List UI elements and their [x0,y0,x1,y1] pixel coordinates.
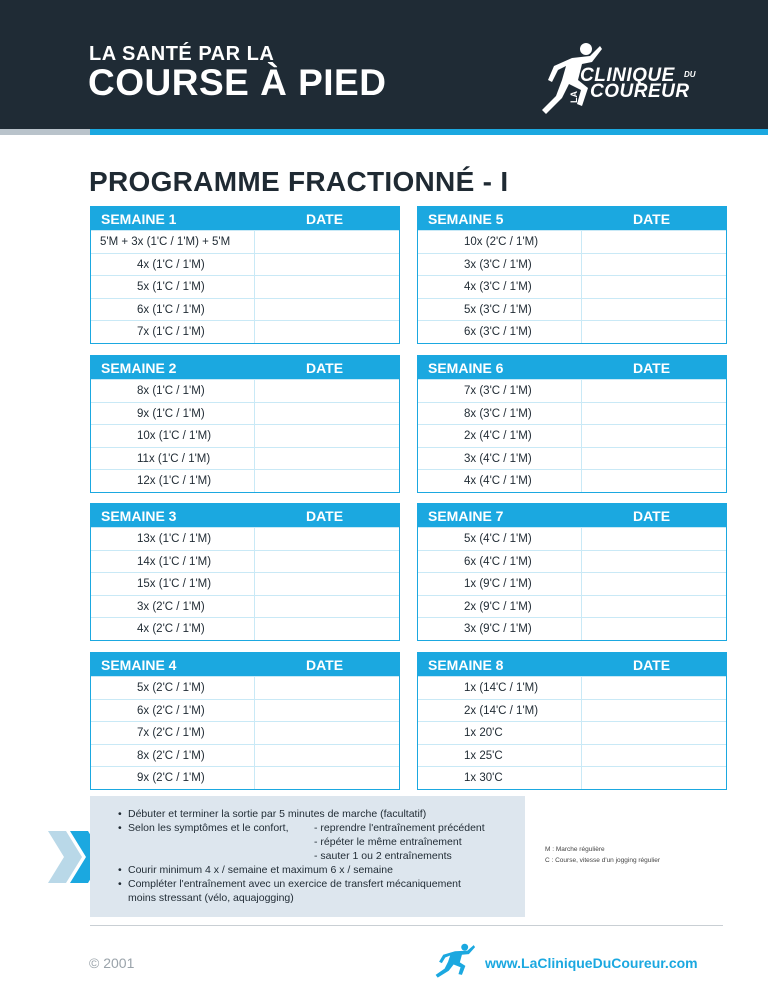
week-label: SEMAINE 7 [428,508,504,524]
table-row [91,402,399,425]
note-line-4b: moins stressant (vélo, aquajogging) [128,892,294,904]
date-column-header: DATE [633,211,671,227]
date-cell[interactable] [255,448,399,470]
workout-text: 1x 30'C [464,772,503,785]
table-row [91,721,399,744]
workout-cell [418,231,582,253]
page-title: PROGRAMME FRACTIONNÉ - I [89,166,509,197]
workout-text: 4x (3'C / 1'M) [464,281,532,294]
date-cell[interactable] [582,551,726,573]
table-row [418,699,726,722]
date-cell[interactable] [255,722,399,744]
table-row [91,617,399,640]
table-row [418,469,726,492]
workout-text: 4x (2'C / 1'M) [137,623,205,636]
week-label: SEMAINE 4 [101,657,177,673]
copyright: © 2001 [89,955,135,971]
date-column-header: DATE [633,360,671,376]
note-line-1: • Débuter et terminer la sortie par 5 minutes de marche (facultatif) [128,808,426,820]
workout-text: 5x (2'C / 1'M) [137,682,205,694]
table-row [418,572,726,595]
table-row [91,527,399,550]
workout-cell [91,448,255,470]
workout-cell [418,551,582,573]
workout-text: 5x (1'C / 1'M) [137,281,205,294]
workout-cell [91,596,255,618]
workout-text: 5x (3'C / 1'M) [464,303,532,316]
date-cell[interactable] [255,528,399,550]
website-link[interactable]: www.LaCliniqueDuCoureur.com [485,955,698,971]
header-title: COURSE À PIED [88,62,387,103]
date-cell[interactable] [255,596,399,618]
table-row [91,699,399,722]
week-table-7 [417,503,727,641]
table-row [91,469,399,492]
date-cell[interactable] [255,299,399,321]
date-cell[interactable] [582,722,726,744]
date-cell[interactable] [582,767,726,789]
workout-text: 8x (3'C / 1'M) [464,407,532,420]
workout-cell [418,573,582,595]
workout-cell [91,722,255,744]
date-cell[interactable] [255,618,399,640]
notes-box [90,796,525,917]
workout-cell [418,618,582,640]
date-cell[interactable] [582,677,726,699]
workout-text: 3x (9'C / 1'M) [464,623,532,636]
workout-text: 8x (1'C / 1'M) [137,385,205,397]
workout-cell [91,573,255,595]
table-row [418,676,726,699]
date-cell[interactable] [255,677,399,699]
week-header [91,207,399,230]
workout-text: 1x 25'C [464,749,503,762]
table-row [91,766,399,789]
week-label: SEMAINE 5 [428,211,504,227]
workout-cell [91,425,255,447]
footer-divider [90,925,723,926]
date-column-header: DATE [306,657,344,673]
workout-text: 6x (3'C / 1'M) [464,326,532,339]
week-header [418,504,726,527]
date-cell[interactable] [255,573,399,595]
workout-text: 5'M + 3x (1'C / 1'M) + 5'M [100,236,231,248]
workout-cell [418,254,582,276]
table-row [418,721,726,744]
week-label: SEMAINE 2 [101,360,177,376]
date-cell[interactable] [255,231,399,253]
workout-cell [91,254,255,276]
workout-cell [91,528,255,550]
workout-cell [91,767,255,789]
date-cell[interactable] [582,573,726,595]
table-row [418,320,726,343]
workout-cell [418,403,582,425]
workout-text: 4x (4'C / 1'M) [464,475,532,488]
workout-cell [91,470,255,492]
workout-text: 12x (1'C / 1'M) [137,475,212,488]
table-row [418,298,726,321]
date-cell[interactable] [582,596,726,618]
note-line-3: • Courir minimum 4 x / semaine et maximum 6 x / semaine [128,864,393,876]
table-row [418,402,726,425]
logo-text-la: LA [569,91,579,103]
brand-logo[interactable] [542,40,732,122]
workout-cell [418,528,582,550]
workout-text: 9x (1'C / 1'M) [137,407,205,420]
date-cell[interactable] [582,254,726,276]
table-row [91,447,399,470]
table-row [418,447,726,470]
workout-text: 4x (1'C / 1'M) [137,258,205,271]
date-cell[interactable] [255,745,399,767]
table-row [91,320,399,343]
workout-cell [91,551,255,573]
logo-text-coureur: COUREUR [590,81,690,102]
week-label: SEMAINE 3 [101,508,177,524]
workout-cell [418,700,582,722]
date-cell[interactable] [255,470,399,492]
week-table-3 [90,503,400,641]
week-table-1 [90,206,400,344]
table-row [91,424,399,447]
workout-cell [91,700,255,722]
week-header [418,653,726,676]
workout-cell [418,470,582,492]
workout-text: 7x (1'C / 1'M) [137,326,205,339]
date-column-header: DATE [633,657,671,673]
header-stripe-blue [90,129,768,135]
workout-cell [91,618,255,640]
week-label: SEMAINE 6 [428,360,504,376]
table-row [91,298,399,321]
date-cell[interactable] [582,528,726,550]
workout-cell [91,677,255,699]
workout-text: 6x (4'C / 1'M) [464,555,532,568]
date-column-header: DATE [633,508,671,524]
note-sub-2: - répéter le même entraînement [314,836,462,848]
workout-cell [418,677,582,699]
workout-text: 9x (2'C / 1'M) [137,772,205,785]
table-row [91,275,399,298]
workout-text: 6x (2'C / 1'M) [137,704,205,717]
table-row [418,379,726,402]
week-label: SEMAINE 1 [101,211,177,227]
workout-cell [91,745,255,767]
table-row [91,230,399,253]
date-cell[interactable] [582,276,726,298]
workout-cell [418,722,582,744]
date-cell[interactable] [582,380,726,402]
date-cell[interactable] [255,700,399,722]
workout-text: 8x (2'C / 1'M) [137,749,205,762]
workout-text: 11x (1'C / 1'M) [137,452,211,465]
table-row [91,253,399,276]
week-header [418,207,726,230]
date-cell[interactable] [255,403,399,425]
note-sub-1: - reprendre l'entraînement précédent [314,822,485,834]
workout-text: 1x (14'C / 1'M) [464,682,539,694]
workout-text: 10x (2'C / 1'M) [464,236,539,248]
header-stripe-grey [0,129,90,135]
date-cell[interactable] [255,380,399,402]
table-row [418,550,726,573]
workout-text: 3x (4'C / 1'M) [464,452,532,465]
workout-cell [418,380,582,402]
date-cell[interactable] [255,254,399,276]
table-row [418,527,726,550]
logo-text-du: DU [684,70,696,79]
legend-marche: M : Marche régulière [545,846,605,853]
week-header [418,356,726,379]
week-header [91,504,399,527]
workout-cell [91,276,255,298]
workout-cell [418,448,582,470]
workout-cell [418,276,582,298]
workout-cell [418,321,582,343]
workout-text: 15x (1'C / 1'M) [137,578,212,591]
table-row [418,230,726,253]
workout-cell [91,403,255,425]
workout-text: 10x (1'C / 1'M) [137,430,212,443]
week-table-2 [90,355,400,493]
week-table-5 [417,206,727,344]
week-table-6 [417,355,727,493]
date-cell[interactable] [255,551,399,573]
table-row [418,275,726,298]
week-header [91,356,399,379]
workout-text: 3x (3'C / 1'M) [464,258,532,271]
logo-text-clinique: CLINIQUE [580,65,675,86]
date-cell[interactable] [582,425,726,447]
workout-text: 2x (4'C / 1'M) [464,430,532,443]
workout-cell [418,767,582,789]
table-row [418,595,726,618]
workout-cell [418,425,582,447]
date-cell[interactable] [582,700,726,722]
table-row [418,617,726,640]
workout-cell [418,299,582,321]
workout-text: 5x (4'C / 1'M) [464,533,532,545]
date-cell[interactable] [582,231,726,253]
table-row [418,744,726,767]
header-subtitle: LA SANTÉ PAR LA [89,43,275,65]
date-column-header: DATE [306,360,344,376]
workout-text: 3x (2'C / 1'M) [137,600,205,613]
workout-cell [91,299,255,321]
date-cell[interactable] [582,745,726,767]
date-column-header: DATE [306,211,344,227]
week-table-8 [417,652,727,790]
legend-course: C : Course, vitesse d'un jogging régulier [545,857,661,864]
table-row [91,676,399,699]
workout-text: 14x (1'C / 1'M) [137,555,212,568]
workout-cell [91,321,255,343]
workout-text: 1x (9'C / 1'M) [464,578,532,591]
date-cell[interactable] [582,403,726,425]
table-row [418,766,726,789]
workout-cell [418,745,582,767]
workout-text: 7x (2'C / 1'M) [137,727,205,740]
date-cell[interactable] [255,425,399,447]
workout-text: 1x 20'C [464,727,503,740]
note-line-4: • Compléter l'entraînement avec un exercice de transfert mécaniquement [128,878,461,890]
table-row [91,550,399,573]
table-row [91,572,399,595]
table-row [91,595,399,618]
workout-cell [418,596,582,618]
workout-text: 2x (14'C / 1'M) [464,704,539,717]
date-cell[interactable] [255,276,399,298]
workout-text: 2x (9'C / 1'M) [464,600,532,613]
date-cell[interactable] [582,299,726,321]
table-row [91,744,399,767]
table-row [91,379,399,402]
date-cell[interactable] [582,321,726,343]
workout-cell [91,380,255,402]
week-label: SEMAINE 8 [428,657,504,673]
workout-text: 13x (1'C / 1'M) [137,533,212,545]
date-cell[interactable] [582,618,726,640]
note-sub-3: - sauter 1 ou 2 entraînements [314,850,452,862]
date-cell[interactable] [255,321,399,343]
workout-cell [91,231,255,253]
note-line-2: • Selon les symptômes et le confort, [128,822,289,834]
date-cell[interactable] [582,448,726,470]
date-cell[interactable] [582,470,726,492]
date-column-header: DATE [306,508,344,524]
workout-text: 6x (1'C / 1'M) [137,303,205,316]
week-table-4 [90,652,400,790]
week-header [91,653,399,676]
workout-text: 7x (3'C / 1'M) [464,385,532,397]
table-row [418,253,726,276]
header-banner [0,0,768,130]
table-row [418,424,726,447]
date-cell[interactable] [255,767,399,789]
runner-icon [434,943,476,979]
